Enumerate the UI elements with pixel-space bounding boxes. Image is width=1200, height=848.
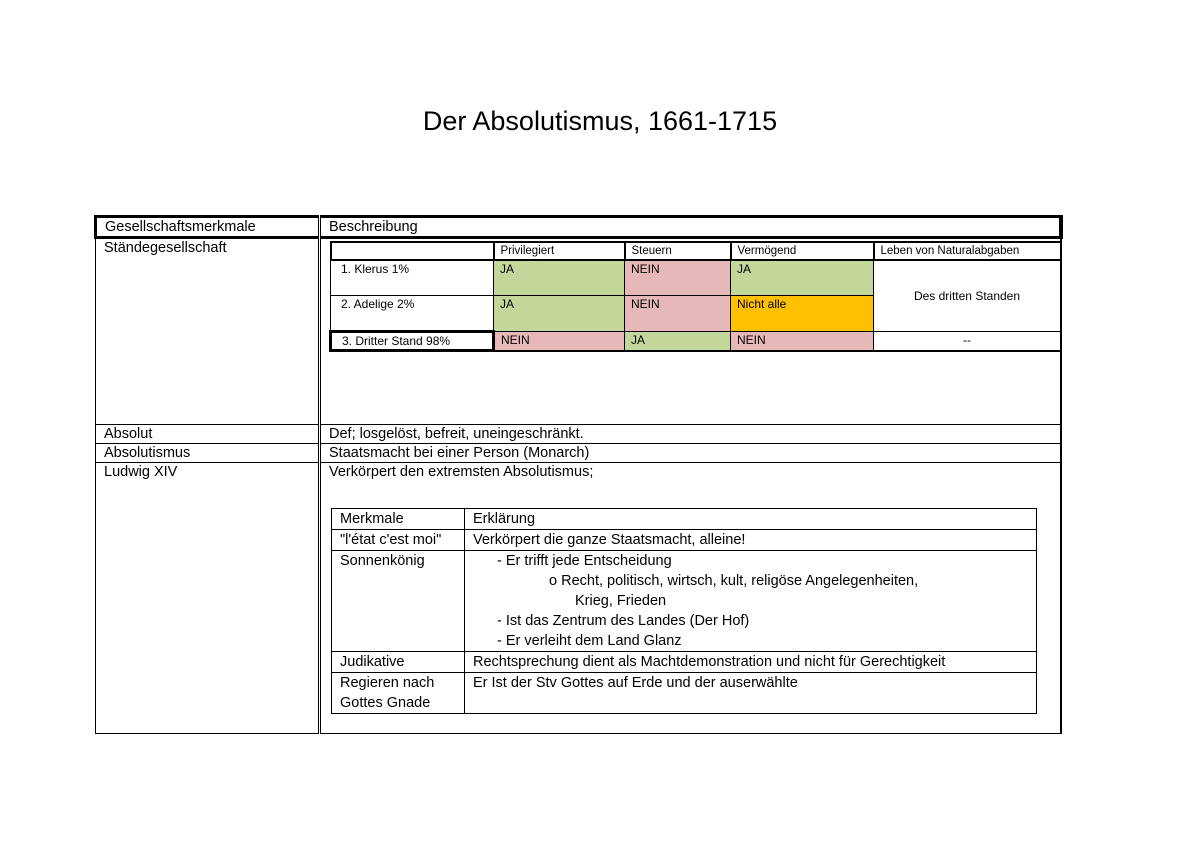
staende-name: 1. Klerus 1% [331, 260, 494, 296]
merkmale-row-sonnenkoenig [332, 551, 1037, 652]
merkmal-key: "l'état c'est moi" [332, 530, 465, 551]
staende-header-naturalabgaben: Leben von Naturalabgaben [874, 242, 1061, 260]
main-table-header [96, 217, 1062, 238]
staende-cell-naturalabgaben-merged: Des dritten Standen [874, 260, 1061, 332]
row-staendegesellschaft [96, 238, 1062, 425]
sub-bullet-item: o Recht, politisch, wirtsch, kult, religöse Angelegenheiten, [549, 573, 919, 589]
bullet-item: - Ist das Zentrum des Landes (Der Hof) [497, 613, 750, 629]
staende-row-klerus [331, 260, 1061, 296]
text-ludwig: Verkörpert den extremsten Absolutismus; [329, 464, 594, 480]
staende-cell-steuern: NEIN [625, 260, 731, 296]
staende-cell-vermoegend: Nicht alle [731, 296, 874, 332]
merkmale-row-judikative [332, 652, 1037, 673]
header-beschreibung: Beschreibung [320, 217, 1062, 238]
header-gesellschaftsmerkmale: Gesellschaftsmerkmale [96, 217, 320, 238]
staende-cell-vermoegend: JA [731, 260, 874, 296]
label-absolut: Absolut [96, 425, 320, 444]
staende-header-privilegiert: Privilegiert [494, 242, 625, 260]
merkmale-table [331, 508, 1037, 714]
merkmal-key: Sonnenkönig [332, 551, 465, 652]
label-ludwig: Ludwig XIV [96, 463, 320, 734]
staende-cell-steuern: NEIN [625, 296, 731, 332]
merkmale-row-etat [332, 530, 1037, 551]
staende-cell-privilegiert: NEIN [494, 332, 625, 351]
sub-bullet-continuation: Krieg, Frieden [575, 593, 667, 609]
label-staendegesellschaft: Ständegesellschaft [96, 238, 320, 425]
row-absolutismus [96, 444, 1062, 463]
merkmal-value: Er Ist der Stv Gottes auf Erde und der auserwählte [465, 673, 1037, 714]
text-absolut: Def; losgelöst, befreit, uneingeschränkt. [320, 425, 1062, 444]
merkmal-key: Regieren nach Gottes Gnade [332, 673, 465, 714]
staende-cell-steuern: JA [625, 332, 731, 351]
text-absolutismus: Staatsmacht bei einer Person (Monarch) [320, 444, 1062, 463]
staende-cell-privilegiert: JA [494, 260, 625, 296]
bullet-item: - Er verleiht dem Land Glanz [497, 633, 682, 649]
row-ludwig [96, 463, 1062, 734]
merkmale-row-regieren [332, 673, 1037, 714]
staende-name: 3. Dritter Stand 98% [331, 332, 494, 351]
staende-header-row [331, 242, 1061, 260]
row-absolut [96, 425, 1062, 444]
merkmal-key: Judikative [332, 652, 465, 673]
staende-table [329, 241, 1062, 352]
staende-row-dritter-stand [331, 332, 1061, 351]
main-table [94, 215, 1063, 734]
staende-cell-privilegiert: JA [494, 296, 625, 332]
merkmal-value: Rechtsprechung dient als Machtdemonstration und nicht für Gerechtigkeit [465, 652, 1037, 673]
page-title: Der Absolutismus, 1661-1715 [422, 106, 778, 136]
label-absolutismus: Absolutismus [96, 444, 320, 463]
merkmale-header-erklaerung: Erklärung [465, 509, 1037, 530]
staende-header-steuern: Steuern [625, 242, 731, 260]
merkmal-value-list [465, 551, 1037, 652]
merkmal-value: Verkörpert die ganze Staatsmacht, alleine! [465, 530, 1037, 551]
bullet-item: - Er trifft jede Entscheidung [497, 553, 672, 569]
staende-name: 2. Adelige 2% [331, 296, 494, 332]
staende-header-vermoegend: Vermögend [731, 242, 874, 260]
staende-cell-vermoegend: NEIN [731, 332, 874, 351]
staende-header-empty [331, 242, 494, 260]
merkmale-header-row [332, 509, 1037, 530]
staende-cell [320, 238, 1062, 425]
merkmale-header-merkmale: Merkmale [332, 509, 465, 530]
staende-cell-naturalabgaben: -- [874, 332, 1061, 351]
ludwig-cell [320, 463, 1062, 734]
